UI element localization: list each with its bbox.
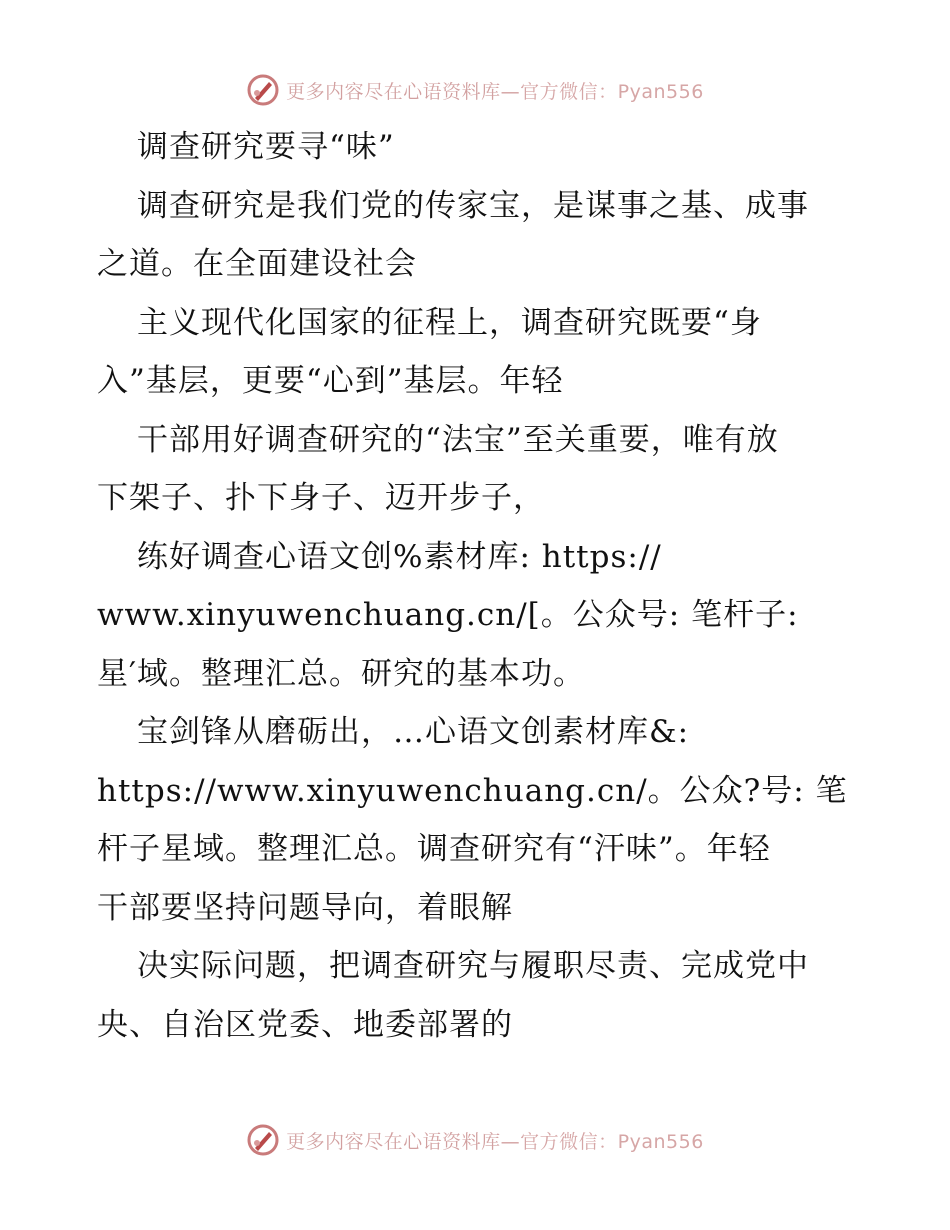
text-line: 干部要坚持问题导向，着眼解 (97, 889, 513, 926)
text-line: 干部用好调查研究的“法宝”至关重要，唯有放 (137, 421, 779, 458)
text-line: 主义现代化国家的征程上，调查研究既要“身 (137, 304, 762, 341)
text-line: 之道。在全面建设社会 (97, 246, 417, 282)
text-line: 练好调查心语文创%素材库: https:// (137, 538, 662, 575)
pen-logo-icon (246, 73, 280, 107)
header-watermark (0, 70, 950, 110)
text-line: 入”基层，更要“心到”基层。年轻 (97, 363, 564, 399)
footer-watermark (0, 1120, 950, 1160)
text-line: https://www.xinyuwenchuang.cn/。公众?号: 笔 (97, 772, 848, 809)
text-line: 央、自治区党委、地委部署的 (97, 1006, 513, 1043)
text-line: www.xinyuwenchuang.cn/[。公众号: 笔杆子: (97, 597, 799, 633)
text-line: 下架子、扑下身子、迈开步子， (97, 480, 545, 516)
text-line: 调查研究是我们党的传家宝，是谋事之基、成事 (137, 187, 809, 224)
pen-logo-icon (246, 1123, 280, 1157)
text-line: 调查研究要寻“味” (137, 129, 395, 165)
document-body (97, 118, 857, 1054)
header-watermark-text: 更多内容尽在心语资料库—官方微信：Pyan556 (286, 80, 704, 103)
text-line: 决实际问题，把调查研究与履职尽责、完成党中 (137, 948, 809, 984)
footer-watermark-text: 更多内容尽在心语资料库—官方微信：Pyan556 (286, 1130, 704, 1153)
text-line: 星′域。整理汇总。研究的基本功。 (97, 655, 586, 692)
text-line: 杆子星域。整理汇总。调查研究有“汗味”。年轻 (97, 831, 771, 867)
text-line: 宝剑锋从磨砺出，…心语文创素材库&: (137, 714, 690, 750)
